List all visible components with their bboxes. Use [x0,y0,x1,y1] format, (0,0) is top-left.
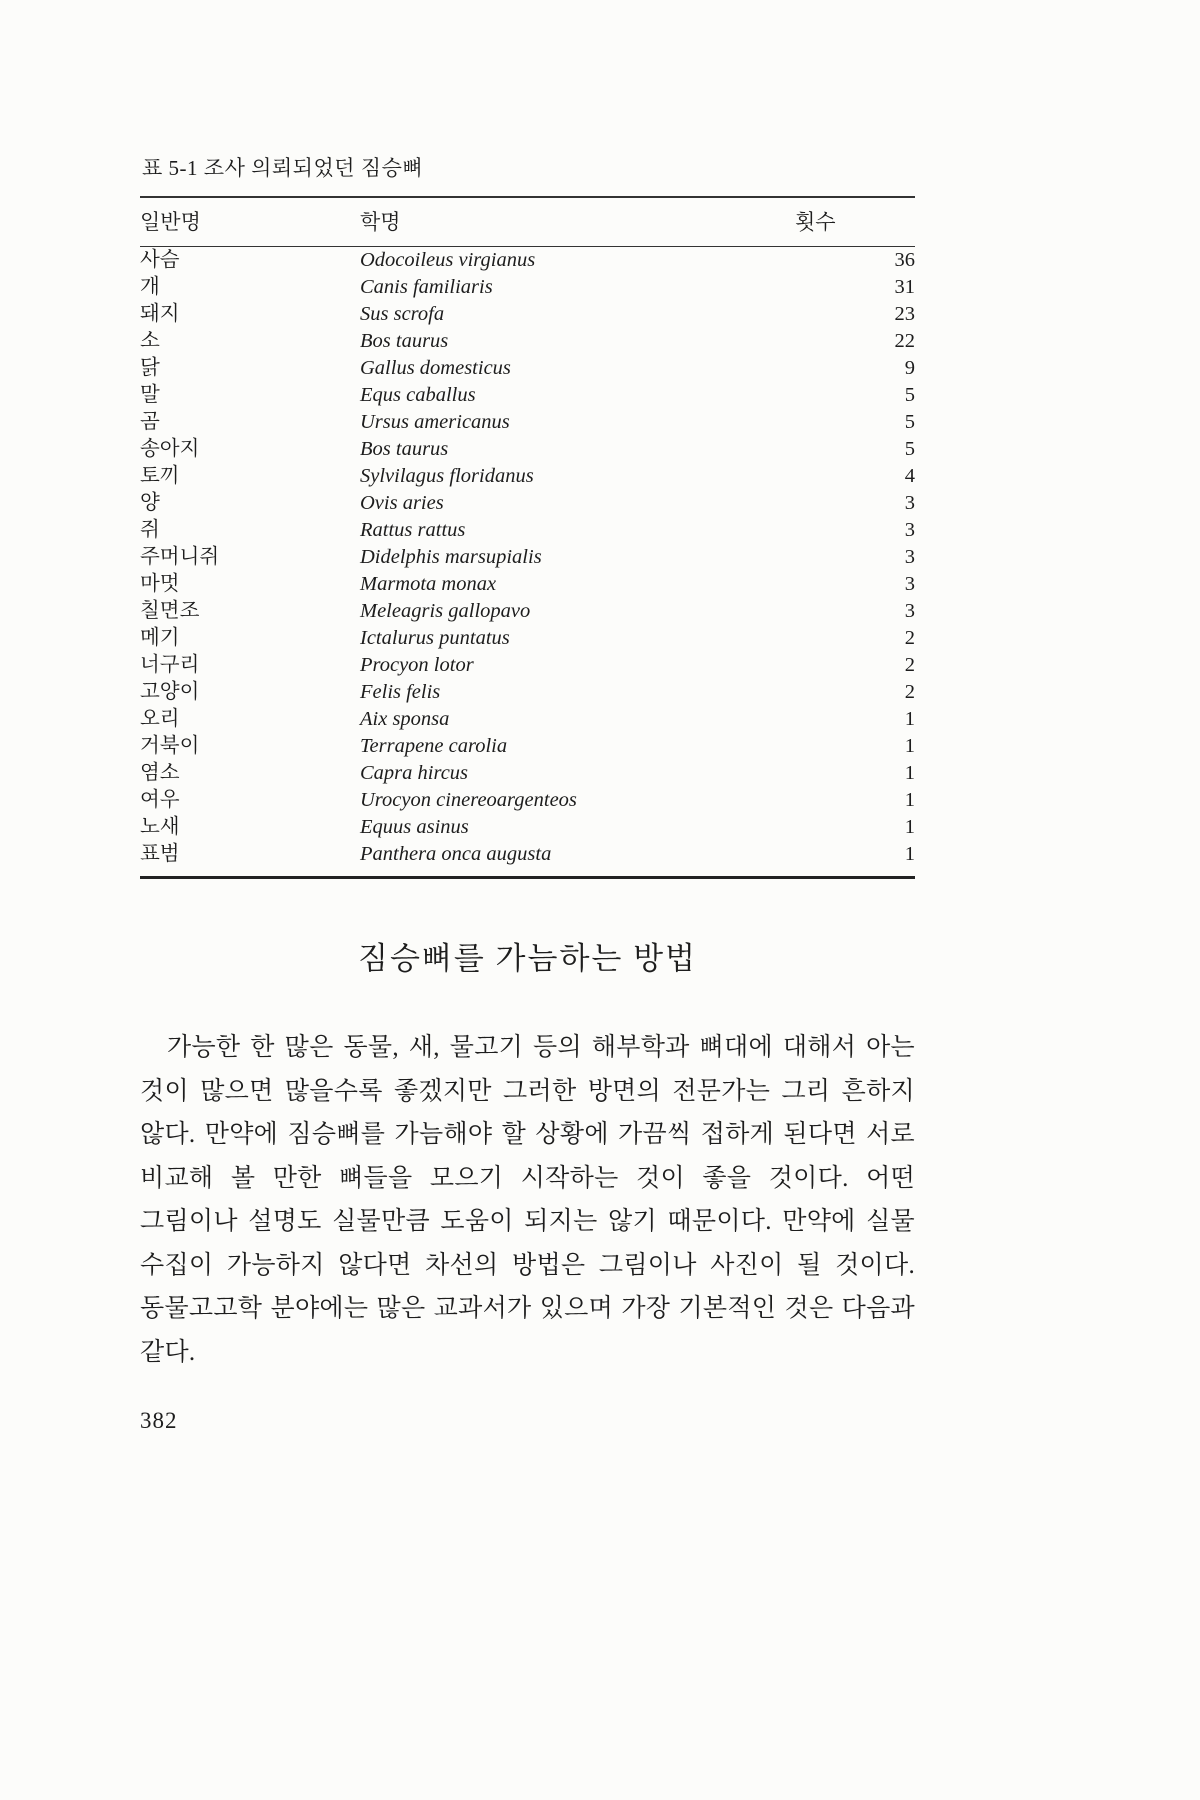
common-name-cell: 주머니쥐 [140,546,220,568]
scientific-name-cell: Terrapene carolia [360,735,508,757]
scientific-name-cell: Bos taurus [360,438,449,460]
common-name-cell: 여우 [140,789,180,811]
table-row [140,706,915,733]
table-row [140,544,915,571]
page-number: 382 [140,1408,178,1433]
section-heading: 짐승뼈를 가늠하는 방법 [358,941,697,976]
table-row [140,301,915,328]
table-row [140,733,915,760]
header-scientific-name: 학명 [360,197,795,247]
table-row [140,409,915,436]
common-name-cell: 너구리 [140,654,200,676]
count-cell: 2 [904,654,915,676]
table-row [140,625,915,652]
table-row [140,463,915,490]
common-name-cell: 오리 [140,708,180,730]
scientific-name-cell: Urocyon cinereoargenteos [360,789,577,811]
count-cell: 3 [904,519,915,541]
table-row [140,355,915,382]
table-row [140,814,915,841]
scientific-name-cell: Marmota monax [360,573,497,595]
count-cell: 1 [904,816,915,838]
common-name-cell: 송아지 [140,438,200,460]
common-name-cell: 쥐 [140,519,160,541]
common-name-cell: 메기 [140,627,180,649]
count-cell: 1 [904,843,915,865]
header-count: 횟수 [795,197,915,247]
scientific-name-cell: Ovis aries [360,492,444,514]
bone-table-body [140,247,915,878]
count-cell: 31 [894,276,915,298]
common-name-cell: 곰 [140,411,160,433]
scientific-name-cell: Aix sponsa [360,708,450,730]
table-header [140,197,915,247]
table-row [140,787,915,814]
common-name-cell: 노새 [140,816,180,838]
scientific-name-cell: Panthera onca augusta [360,843,552,865]
count-cell: 2 [904,627,915,649]
scientific-name-cell: Meleagris gallopavo [360,600,531,622]
count-cell: 36 [894,249,915,271]
common-name-cell: 닭 [140,357,160,379]
count-cell: 1 [904,789,915,811]
scientific-name-cell: Ursus americanus [360,411,510,433]
scientific-name-cell: Felis felis [360,681,441,703]
count-cell: 5 [904,438,915,460]
count-cell: 2 [904,681,915,703]
table-row [140,517,915,544]
count-cell: 3 [904,492,915,514]
scientific-name-cell: Ictalurus puntatus [360,627,510,649]
scientific-name-cell: Capra hircus [360,762,469,784]
table-row [140,760,915,787]
scientific-name-cell: Sylvilagus floridanus [360,465,534,487]
body-paragraph: 가능한 한 많은 동물, 새, 물고기 등의 해부학과 뼈대에 대해서 아는 것이 많으면 많을수록 좋겠지만 그러한 방면의 전문가는 그리 흔하지 않다. 만약에 짐승뼈를 가늠해야 할 상황에 가끔씩 접하게 된다면 서로 비교해 볼 만한 뼈들을 모으기 시작하는 것이 좋을 것이다. 어떤 그림이나 설명도 실물만큼 도움이 되지는 않기 때문이다. 만약에 실물 수집이 가능하지 않다면 차선의 방법은 그림이나 사진이 될 것이다. 동물고고학 분야에는 많은 교과서가 있으며 가장 기본적인 것은 다음과 같다. [140,1034,915,1366]
table-caption: 표 5-1 조사 의뢰되었던 짐승뼈 [142,156,424,180]
count-cell: 1 [904,762,915,784]
table-row [140,247,915,275]
count-cell: 3 [904,600,915,622]
table-row [140,382,915,409]
table-header-row [140,197,915,247]
common-name-cell: 개 [140,276,160,298]
count-cell: 5 [904,384,915,406]
common-name-cell: 돼지 [140,303,180,325]
table-row [140,436,915,463]
count-cell: 9 [904,357,915,379]
table-row [140,652,915,679]
common-name-cell: 사슴 [140,249,180,271]
scientific-name-cell: Procyon lotor [360,654,474,676]
table-row [140,328,915,355]
scientific-name-cell: Equs caballus [360,384,476,406]
count-cell: 1 [904,735,915,757]
table-row [140,274,915,301]
header-common-name: 일반명 [140,197,360,247]
table-row [140,571,915,598]
common-name-cell: 소 [140,330,160,352]
count-cell: 23 [894,303,915,325]
scientific-name-cell: Canis familiaris [360,276,493,298]
count-cell: 5 [904,411,915,433]
table-row [140,490,915,517]
scientific-name-cell: Odocoileus virgianus [360,249,536,271]
common-name-cell: 양 [140,492,160,514]
count-cell: 4 [904,465,915,487]
common-name-cell: 고양이 [140,681,200,703]
common-name-cell: 토끼 [140,465,180,487]
count-cell: 3 [904,573,915,595]
scientific-name-cell: Sus scrofa [360,303,445,325]
table-row [140,598,915,625]
count-cell: 22 [894,330,915,352]
count-cell: 1 [904,708,915,730]
scientific-name-cell: Gallus domesticus [360,357,511,379]
animal-bone-table [140,196,915,879]
common-name-cell: 표범 [140,843,180,865]
scientific-name-cell: Didelphis marsupialis [360,546,542,568]
common-name-cell: 마멋 [140,573,180,595]
page-content [140,152,915,1374]
scientific-name-cell: Equus asinus [360,816,469,838]
count-cell: 3 [904,546,915,568]
common-name-cell: 염소 [140,762,180,784]
table-row [140,679,915,706]
scientific-name-cell: Rattus rattus [360,519,466,541]
scientific-name-cell: Bos taurus [360,330,449,352]
common-name-cell: 칠면조 [140,600,200,622]
common-name-cell: 말 [140,384,160,406]
common-name-cell: 거북이 [140,735,200,757]
table-row [140,841,915,878]
